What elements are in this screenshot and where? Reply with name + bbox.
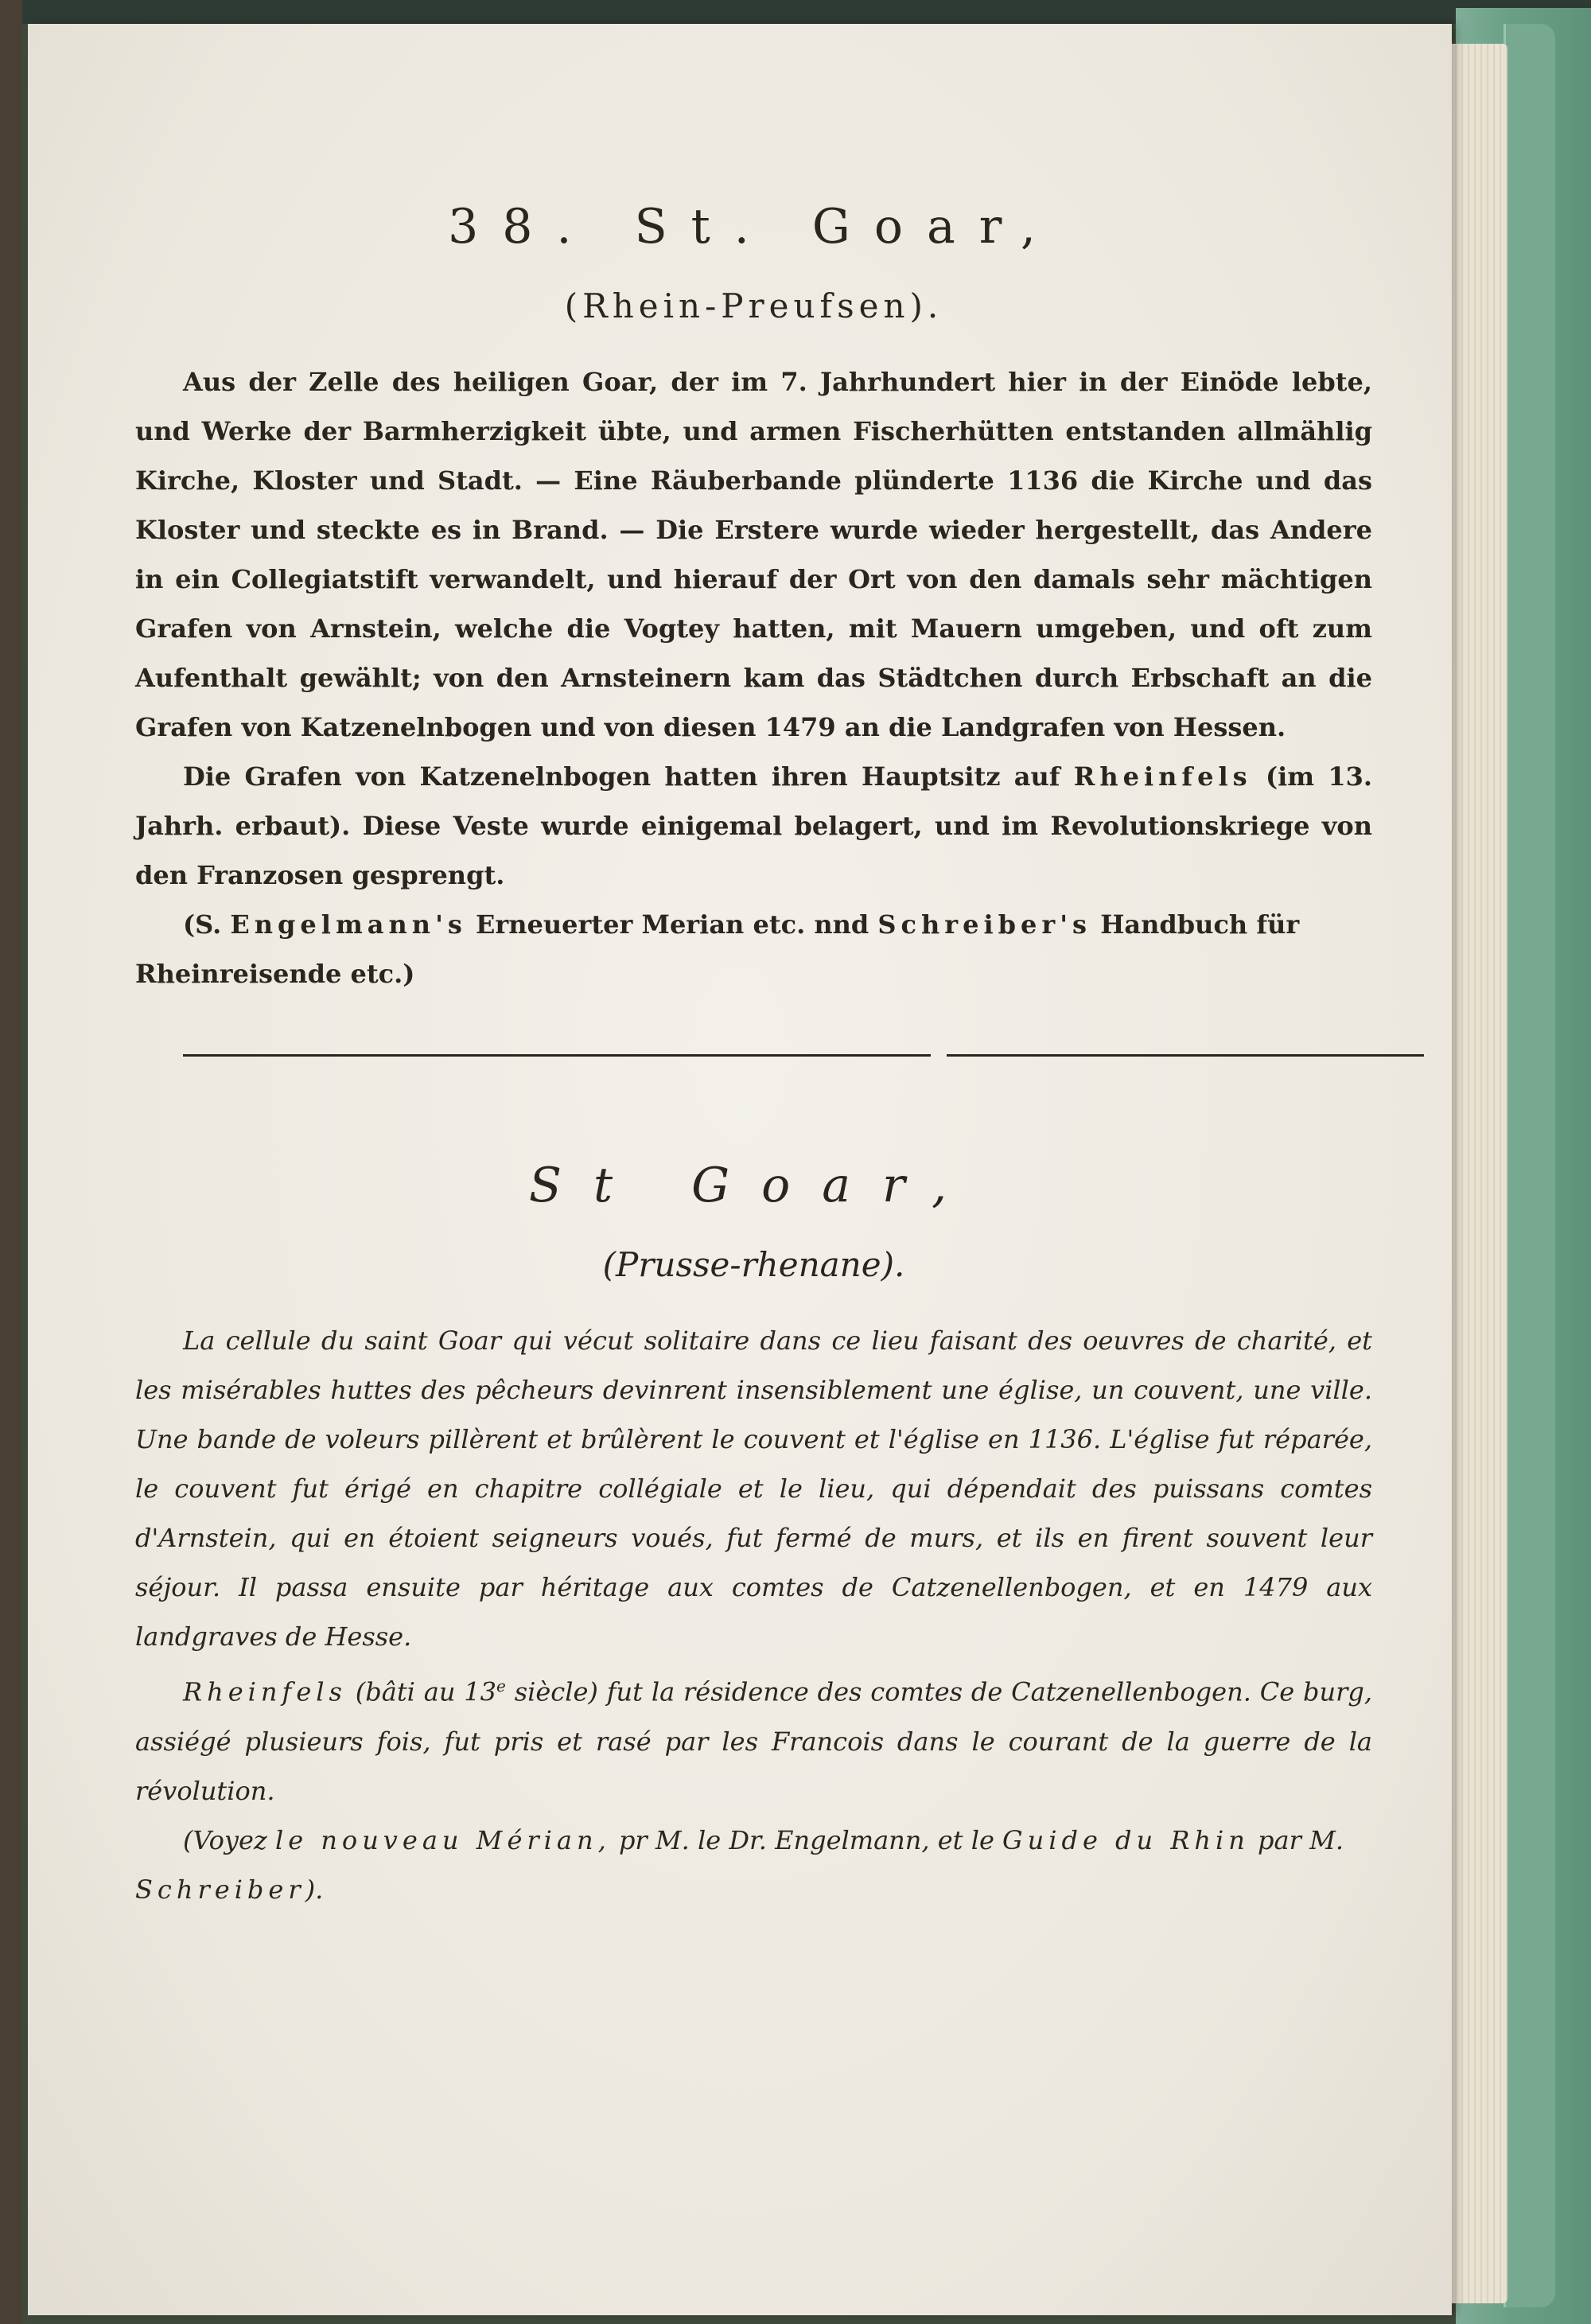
german-paragraph-1: Aus der Zelle des heiligen Goar, der im 7. Jahrhundert hier in der Einöde lebte, und Werke der Barmherzigkeit übte, und armen Fischerhütten entstanden allmählig Kirche, Kloster und Stadt. — Eine Räuberbande plünderte 1136 die Kirche und das Kloster und steckte es in Brand. — Die Erstere wurde wieder hergestellt, das Andere in ein Collegiatstift verwandelt, und hierauf der Ort von den damals sehr mächtigen Grafen von Arnstein, welche die Vogtey hatten, mit Mauern umgeben, und oft zum Aufenthalt gewählt; von den Arnsteinern kam das Städtchen durch Erbschaft an die Grafen von Katzenelnbogen und von diesen 1479 an die Landgrafen von Hessen.: [135, 367, 1372, 742]
german-paragraph-2-end: (im 13. Jahrh. erbaut). Diese Veste wurde einigemal belagert, und im Revolutionskriege von den Franzosen gesprengt.: [135, 761, 1373, 890]
french-ref-par: par M.: [1258, 1824, 1344, 1855]
french-paragraph-1: La cellule du saint Goar qui vécut solitaire dans ce lieu faisant des oeuvres de charité, et les misérables huttes des pêcheurs devinrent insensiblement une église, un couvent, une ville. Une bande de voleurs pillèrent et brûlèrent le couvent et l'église en 1136. L'église fut réparée, le couvent fut érigé en chapitre collégiale et le lieu, qui dépendait des puissans comtes d'Arnstein, qui en étoient seigneurs voués, fut fermé de murs, et ils en firent souvent leur séjour. Il passa ensuite par héritage aux comtes de Catzenellenbogen, et en 1479 aux landgraves de Hesse.: [135, 1325, 1372, 1652]
german-paragraph-2: [135, 752, 1372, 900]
scanner-backdrop-left: [0, 0, 22, 2324]
german-subtitle: (Rhein-Preufsen).: [564, 286, 943, 325]
german-ref-open: (S.: [183, 909, 222, 940]
german-ref-end: Handbuch für Rheinreisende etc.): [135, 909, 1300, 989]
divider-rule-left: [183, 1054, 931, 1057]
german-paragraph-2-start: Die Grafen von Katzenelnbogen hatten ihren Hauptsitz auf: [183, 761, 1060, 792]
french-ref-open: (Voyez: [183, 1824, 267, 1855]
french-ref-mid: pr M. le Dr. Engelmann, et le: [618, 1824, 994, 1855]
german-ref-engelmann: Engelmann's: [230, 909, 467, 940]
german-ref-mid: Erneuerter Merian etc. nnd: [476, 909, 869, 940]
german-rheinfels: Rheinfels: [1073, 761, 1252, 792]
french-title: St Goar,: [528, 1158, 979, 1213]
german-ref-schreiber: Schreiber's: [877, 909, 1092, 940]
scanner-backdrop-top: [0, 0, 1591, 24]
french-ref-nouveau: le nouveau Mérian,: [274, 1824, 611, 1855]
french-superscript: e: [496, 1676, 506, 1695]
french-paragraph-2: [135, 1661, 1372, 1816]
french-rheinfels: Rheinfels: [183, 1676, 347, 1707]
french-reference: [135, 1816, 1372, 1914]
german-title: 38. St. Goar,: [448, 199, 1060, 255]
french-ref-guide: Guide du Rhin: [1002, 1824, 1250, 1855]
german-reference: [135, 900, 1372, 999]
page-content: [135, 199, 1372, 1914]
french-ref-close: ).: [305, 1874, 324, 1905]
french-paragraph-2-end: siècle) fut la résidence des comtes de Catzenellenbogen. Ce burg, assiégé plusieurs fois, fut pris et rasé par les Francois dans le courant de la guerre de la révolution.: [135, 1676, 1373, 1806]
french-ref-schreiber: Schreiber: [135, 1874, 305, 1905]
french-subtitle: (Prusse-rhenane).: [602, 1245, 905, 1284]
book-cover-edge: [1503, 24, 1555, 2307]
divider-rule-right: [947, 1054, 1424, 1057]
section-divider: [135, 1054, 1372, 1062]
french-bati: (bâti au 13: [355, 1676, 496, 1707]
book-page: [28, 24, 1452, 2315]
